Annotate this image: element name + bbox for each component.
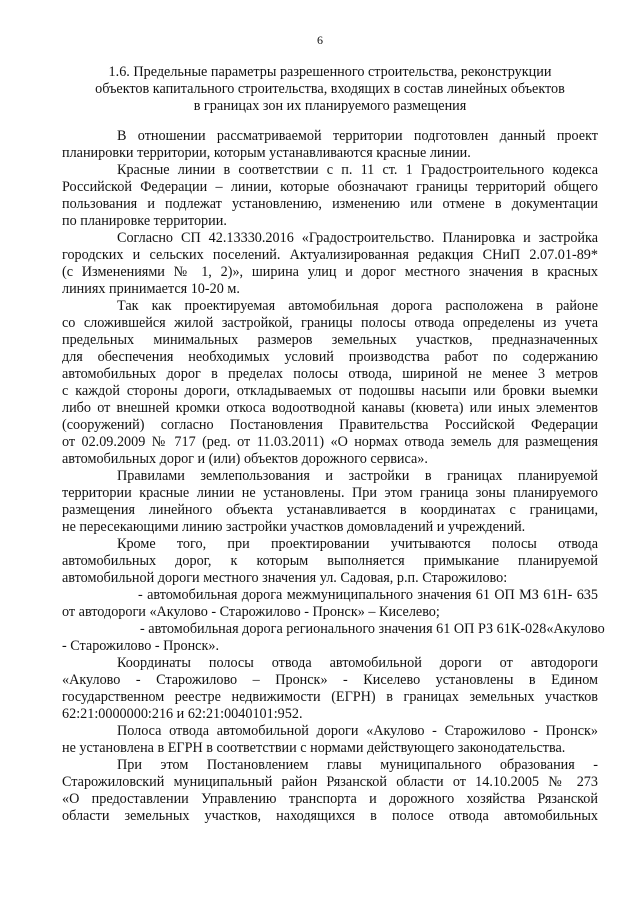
text-line: городских и сельских поселений. Актуализированная редакция СНиП 2.07.01-89* [62, 247, 598, 263]
text-line: для обеспечения необходимых условий производства работ по содержанию [62, 349, 598, 365]
text-line: (сооружений) согласно Постановления Правительства Российской Федерации [62, 417, 598, 433]
paragraph [62, 536, 598, 587]
section-heading [62, 64, 598, 115]
text-line: При этом Постановлением главы муниципального образования - [117, 757, 598, 773]
text-line: 62:21:0000000:216 и 62:21:0040101:952. [62, 706, 303, 722]
heading-line: объектов капитального строительства, входящих в состав линейных объектов [95, 81, 565, 97]
text-line: автомобильных дорог в пределах полосы отвода, шириной не менее 3 метров [62, 366, 598, 382]
text-line: автомобильной дороги местного значения ул. Садовая, р.п. Старожилово: [62, 570, 508, 586]
paragraph [62, 655, 598, 723]
text-line: предельных минимальных размеров земельных участков, предназначенных [62, 332, 598, 348]
heading-line: в границах зон их планируемого размещения [193, 98, 467, 114]
list-item [62, 621, 605, 655]
text-line: от 02.09.2009 № 717 (ред. от 11.03.2011) «О нормах отвода земель для размещения [62, 434, 598, 450]
heading-line: 1.6. Предельные параметры разрешенного строительства, реконструкции [108, 64, 552, 80]
text-line: В отношении рассматриваемой территории подготовлен данный проект [117, 128, 598, 144]
text-line: Правилами землепользования и застройки в границах планируемой [117, 468, 598, 484]
paragraph [62, 757, 598, 825]
text-line: (с Изменениями № 1, 2)», ширина улиц и дорог местного значения в красных [62, 264, 598, 280]
text-line: пользования и подлежат установлению, изменению или отмене в документации [62, 196, 598, 212]
text-line: - автомобильная дорога межмуниципального значения 61 ОП МЗ 61Н- 635 [138, 587, 598, 603]
text-line: Красные линии в соответствии с п. 11 ст. 1 Градостроительного кодекса [117, 162, 598, 178]
text-line: государственном реестре недвижимости (ЕГРН) в границах земельных участков [62, 689, 598, 705]
text-line: линиях принимается 10-20 м. [62, 281, 240, 297]
text-line: по планировке территории. [62, 213, 227, 229]
text-line: автомобильных дорог, к которым выполняется примыкание планируемой [62, 553, 598, 569]
page-number: 6 [317, 33, 323, 47]
text-line: Кроме того, при проектировании учитываются полосы отвода [117, 536, 598, 552]
text-line: территории красные линии не установлены. При этом граница зоны планируемого [62, 485, 598, 501]
text-line: «О предоставлении Управлению транспорта и дорожного хозяйства Рязанской [62, 791, 598, 807]
text-line: не пересекающими линию застройки участков домовладений и учреждений. [62, 519, 526, 535]
paragraph [62, 723, 598, 757]
text-line: планировки территории, которым устанавливаются красные линии. [62, 145, 471, 161]
text-line: со сложившейся жилой застройкой, границы полосы отвода определены из учета [62, 315, 598, 331]
text-line: Согласно СП 42.13330.2016 «Градостроительство. Планировка и застройка [117, 230, 598, 246]
text-line: либо от внешней кромки откоса водоотводной канавы (кювета) или иных элементов [62, 400, 598, 416]
text-line: от автодороги «Акулово - Старожилово - Пронск» – Киселево; [62, 604, 440, 620]
paragraph [62, 298, 598, 468]
document-body [62, 128, 605, 825]
text-line: Полоса отвода автомобильной дороги «Акулово - Старожилово - Пронск» [117, 723, 598, 739]
text-line: не установлена в ЕГРН в соответствии с нормами действующего законодательства. [62, 740, 566, 756]
text-line: размещения линейного объекта устанавливается в координатах с границами, [62, 502, 598, 518]
paragraph [62, 468, 598, 536]
text-line: Так как проектируемая автомобильная дорога расположена в районе [117, 298, 598, 314]
text-line: «Акулово - Старожилово – Пронск» - Киселево установлены в Едином [62, 672, 598, 688]
text-line: Российской Федерации – линии, которые обозначают границы территорий общего [62, 179, 598, 195]
text-line: Старожиловский муниципальный район Рязанской области от 14.10.2005 № 273 [62, 774, 598, 790]
paragraph [62, 128, 598, 162]
text-line: автомобильных дорог и (или) объектов дорожного сервиса». [62, 451, 428, 467]
text-line: области земельных участков, находящихся в полосе отвода автомобильных [62, 808, 598, 824]
paragraph [62, 230, 598, 298]
list-item [62, 587, 598, 621]
text-line: - автомобильная дорога регионального значения 61 ОП РЗ 61К-028«Акулово [140, 621, 605, 637]
text-line: - Старожилово - Пронск». [62, 638, 219, 654]
text-line: с каждой стороны дороги, откладываемых от подошвы насыпи или бровки выемки [62, 383, 598, 399]
paragraph [62, 162, 598, 230]
text-line: Координаты полосы отвода автомобильной дороги от автодороги [117, 655, 598, 671]
